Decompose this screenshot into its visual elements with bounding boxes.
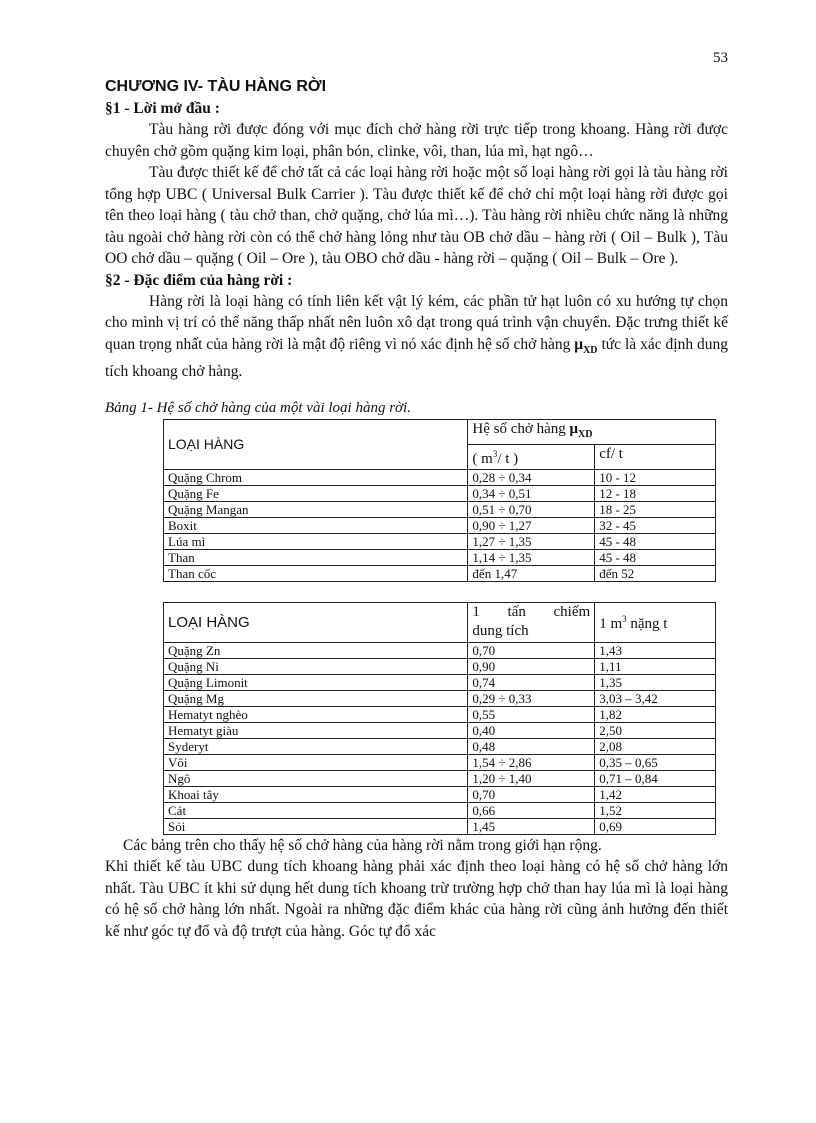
cell-value-2: 12 - 18 xyxy=(595,485,716,501)
page-content xyxy=(105,78,728,942)
section-1-paragraph-2: Tàu được thiết kế để chở tất cả các loại hàng rời hoặc một số loại hàng rời gọi là tàu hàng rời tổng hợp UBC ( Universal Bulk Carrier ). Tàu được thiết kế để chở chỉ một loại hàng rời được gọi tên theo loại hàng ( tàu chở than, chở quặng, chở lúa mì…). Tàu hàng rời nhiều chức năng là những tàu ngoài chở hàng rời còn có thể chở hàng lỏng như tàu OB chở dầu – hàng rời ( Oil – Bulk ), Tàu OO chở dầu – quặng ( Oil – Ore ), tàu OBO chở dầu - hàng rời – quặng ( Oil – Bulk – Ore ). xyxy=(105,164,728,267)
cell-value-1: 1,54 ÷ 2,86 xyxy=(468,754,595,770)
cell-name: Sỏi xyxy=(164,818,468,834)
cell-value-2: 1,43 xyxy=(595,642,716,658)
table-row xyxy=(164,754,716,770)
after-tables-paragraph-1: Các bảng trên cho thấy hệ số chở hàng của hàng rời nằm trong giới hạn rộng. xyxy=(123,836,602,854)
col-3-header-superscript: 3 xyxy=(622,614,627,625)
mu-subscript: XD xyxy=(583,344,598,356)
cell-value-1: 0,66 xyxy=(468,802,595,818)
chapter-title: CHƯƠNG IV- TÀU HÀNG RỜI xyxy=(105,78,327,95)
table-2 xyxy=(163,602,716,835)
cell-value-1: 0,55 xyxy=(468,706,595,722)
table-row xyxy=(164,706,716,722)
cell-name: Quặng Chrom xyxy=(164,469,468,485)
cell-name: Quặng Zn xyxy=(164,642,468,658)
unit-superscript: 3 xyxy=(492,448,498,459)
table-row xyxy=(164,786,716,802)
mu-letter: μ xyxy=(569,420,579,437)
paragraph-text-after: tức là xác định dung tích khoang chở hàng. xyxy=(105,335,728,381)
cell-value-2: 18 - 25 xyxy=(595,501,716,517)
cell-value-1: 0,90 xyxy=(468,658,595,674)
cell-value-2: 2,08 xyxy=(595,738,716,754)
col-2-header-line-2: dung tích xyxy=(472,623,529,640)
cell-name: Hematyt giàu xyxy=(164,722,468,738)
table-2-header-row xyxy=(164,602,716,642)
cell-name: Syderyt xyxy=(164,738,468,754)
cell-value-1: 0,90 ÷ 1,27 xyxy=(468,517,595,533)
table-row xyxy=(164,485,716,501)
table-2-col-2-header xyxy=(468,602,595,642)
table-2-body xyxy=(164,642,716,834)
mu-subscript: XD xyxy=(578,428,593,440)
section-2-paragraph-1 xyxy=(105,291,728,383)
cell-name: Hematyt nghèo xyxy=(164,706,468,722)
table-row xyxy=(164,770,716,786)
unit-text: / t ) xyxy=(497,450,519,467)
cell-value-1: 0,70 xyxy=(468,786,595,802)
table-2-col-3-header xyxy=(595,602,716,642)
cell-name: Ngô xyxy=(164,770,468,786)
cell-value-2: 10 - 12 xyxy=(595,469,716,485)
cell-value-1: 0,34 ÷ 0,51 xyxy=(468,485,595,501)
cell-value-2: 2,50 xyxy=(595,722,716,738)
mu-symbol xyxy=(569,420,593,440)
cell-name: Lúa mì xyxy=(164,533,468,549)
cell-value-1: 0,70 xyxy=(468,642,595,658)
cell-value-1: 0,40 xyxy=(468,722,595,738)
cell-name: Vôi xyxy=(164,754,468,770)
cell-value-2: 1,52 xyxy=(595,802,716,818)
cell-value-2: 0,35 – 0,65 xyxy=(595,754,716,770)
cell-value-1: 0,29 ÷ 0,33 xyxy=(468,690,595,706)
cell-value-2: 45 - 48 xyxy=(595,549,716,565)
cell-value-1: 0,51 ÷ 0,70 xyxy=(468,501,595,517)
cell-value-2: 0,71 – 0,84 xyxy=(595,770,716,786)
cell-value-2: 1,82 xyxy=(595,706,716,722)
cell-value-1: 1,14 ÷ 1,35 xyxy=(468,549,595,565)
cell-value-2: 0,69 xyxy=(595,818,716,834)
table-row xyxy=(164,658,716,674)
table-1-group-header xyxy=(468,419,716,444)
page-number: 53 xyxy=(713,50,728,66)
cell-value-2: 45 - 48 xyxy=(595,533,716,549)
cell-name: Cát xyxy=(164,802,468,818)
cell-name: Quặng Fe xyxy=(164,485,468,501)
table-1-unit-2: cf/ t xyxy=(595,444,716,469)
cell-value-2: 32 - 45 xyxy=(595,517,716,533)
cell-value-1: 1,45 xyxy=(468,818,595,834)
cell-value-1: 0,48 xyxy=(468,738,595,754)
section-2-title: §2 - Đặc điểm của hàng rời : xyxy=(105,271,293,289)
cell-name: Quặng Mg xyxy=(164,690,468,706)
cell-name: Khoai tây xyxy=(164,786,468,802)
table-2-col-name-header: LOẠI HÀNG xyxy=(164,602,468,642)
table-row xyxy=(164,738,716,754)
table-row xyxy=(164,533,716,549)
cell-name: Boxit xyxy=(164,517,468,533)
table-row xyxy=(164,565,716,581)
cell-value-2: 1,35 xyxy=(595,674,716,690)
cell-name: Than xyxy=(164,549,468,565)
cell-value-2: 3,03 – 3,42 xyxy=(595,690,716,706)
group-header-text: Hệ số chở hàng xyxy=(472,420,570,437)
table-row xyxy=(164,549,716,565)
section-1-paragraph-1: Tàu hàng rời được đóng với mục đích chở hàng rời trực tiếp trong khoang. Hàng rời được chuyên chở gồm quặng kim loại, phân bón, clinke, vôi, than, lúa mì, hạt ngô… xyxy=(105,121,728,160)
cell-name: Than cốc xyxy=(164,565,468,581)
table-row xyxy=(164,642,716,658)
table-row xyxy=(164,802,716,818)
cell-value-1: 1,20 ÷ 1,40 xyxy=(468,770,595,786)
cell-value-1: 0,28 ÷ 0,34 xyxy=(468,469,595,485)
table-row xyxy=(164,501,716,517)
mu-symbol xyxy=(574,335,598,356)
table-1-unit-1 xyxy=(468,444,595,469)
cell-name: Quặng Mangan xyxy=(164,501,468,517)
cell-value-2: 1,42 xyxy=(595,786,716,802)
table-row xyxy=(164,722,716,738)
section-1-title: §1 - Lời mở đầu : xyxy=(105,100,220,117)
table-row xyxy=(164,818,716,834)
cell-value-1: 0,74 xyxy=(468,674,595,690)
table-row xyxy=(164,469,716,485)
after-tables-paragraph-2: Khi thiết kế tàu UBC dung tích khoang hàng phải xác định theo loại hàng có hệ số chở hàng lớn nhất. Tàu UBC ít khi sử dụng hết dung tích khoang trừ trường hợp chở than hay lúa mì là loại hàng có hệ số chở hàng lớn nhất. Ngoài ra những đặc điểm khác của hàng rời cũng ảnh hưởng đến thiết kế như góc tự đổ và độ trượt của hàng. Góc tự đổ xác xyxy=(105,858,728,940)
cell-value-1: đến 1,47 xyxy=(468,565,595,581)
table-row xyxy=(164,674,716,690)
paragraph-text-before: Hàng rời là loại hàng có tính liên kết vật lý kém, các phần tử hạt luôn có xu hướng tự chọn cho mình vị trí có thế năng thấp nhất nên luôn xô dạt trong quá trình vận chuyển. Đặc trưng thiết kế quan trọng nhất của hàng rời là mật độ riêng vì nó xác định hệ số chở hàng xyxy=(105,292,728,353)
cell-value-2: 1,11 xyxy=(595,658,716,674)
table-1-body xyxy=(164,469,716,581)
col-2-header-line-1: 1 tấn chiếm xyxy=(472,604,591,621)
cell-value-1: 1,27 ÷ 1,35 xyxy=(468,533,595,549)
table-1-header-row-1 xyxy=(164,419,716,444)
table-row xyxy=(164,690,716,706)
table-1-col-name-header: LOẠI HÀNG xyxy=(164,419,468,469)
cell-name: Quặng Limonit xyxy=(164,674,468,690)
cell-name: Quặng Ni xyxy=(164,658,468,674)
col-3-header-text: nặng t xyxy=(626,616,668,633)
table-row xyxy=(164,517,716,533)
table-1-caption: Bảng 1- Hệ số chở hàng của một vài loại hàng rời. xyxy=(105,399,411,416)
cell-value-2: đến 52 xyxy=(595,565,716,581)
col-3-header-text: 1 m xyxy=(599,616,623,633)
table-1 xyxy=(163,419,716,582)
unit-text: ( m xyxy=(472,450,493,467)
mu-letter: μ xyxy=(574,335,584,353)
